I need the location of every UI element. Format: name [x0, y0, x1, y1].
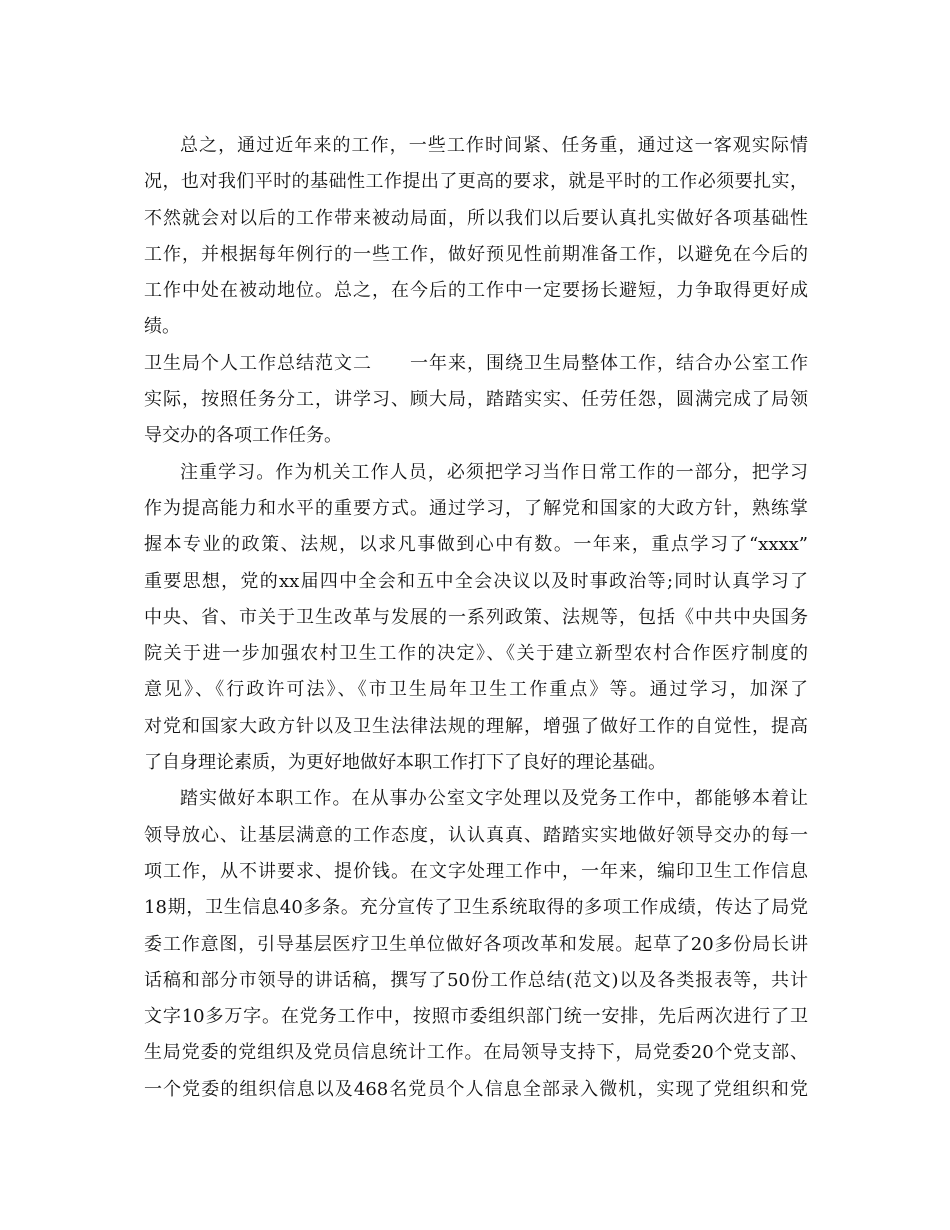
text-line: 领导放心、让基层满意的工作态度，认认真真、踏踏实实地做好领导交办的每一: [144, 824, 808, 846]
text-line: 绩。: [144, 316, 180, 338]
text-line: 注重学习。作为机关工作人员，必须把学习当作日常工作的一部分，把学习: [180, 461, 808, 483]
text-line: 总之，通过近年来的工作，一些工作时间紧、任务重，通过这一客观实际情: [180, 135, 808, 156]
text-line: 导交办的各项工作任务。: [144, 425, 342, 447]
text-line: 一个党委的组织信息以及468名党员个人信息全部录入微机，实现了党组织和党: [144, 1078, 808, 1100]
text-line: 踏实做好本职工作。在从事办公室文字处理以及党务工作中，都能够本着让: [180, 788, 808, 810]
text-line: 况，也对我们平时的基础性工作提出了更高的要求，就是平时的工作必须要扎实，: [144, 171, 808, 193]
text-line: 中央、省、市关于卫生改革与发展的一系列政策、法规等，包括《中共中央国务: [144, 606, 808, 628]
text-line: 工作，并根据每年例行的一些工作，做好预见性前期准备工作，以避免在今后的: [144, 243, 808, 265]
text-line: 了自身理论素质，为更好地做好本职工作打下了良好的理论基础。: [144, 752, 666, 774]
text-line: 文字10多万字。在党务工作中，按照市委组织部门统一安排，先后两次进行了卫: [144, 1006, 808, 1028]
text-line: 不然就会对以后的工作带来被动局面，所以我们以后要认真扎实做好各项基础性: [144, 207, 808, 229]
text-line: 握本专业的政策、法规，以求凡事做到心中有数。一年来，重点学习了“xxxx”: [144, 534, 808, 556]
text-line: 工作中处在被动地位。总之，在今后的工作中一定要扬长避短，力争取得更好成: [144, 280, 808, 302]
text-line: 委工作意图，引导基层医疗卫生单位做好各项改革和发展。起草了20多份局长讲: [144, 933, 808, 955]
text-line: 对党和国家大政方针以及卫生法律法规的理解，增强了做好工作的自觉性，提高: [144, 715, 808, 737]
text-line: 实际，按照任务分工，讲学习、顾大局，踏踏实实、任劳任怨，圆满完成了局领: [144, 389, 808, 411]
text-line: 卫生局个人工作总结范文二 一年来，围绕卫生局整体工作，结合办公室工作: [144, 352, 808, 374]
text-line: 项工作，从不讲要求、提价钱。在文字处理工作中，一年来，编印卫生工作信息: [144, 860, 808, 882]
text-line: 18期，卫生信息40多条。充分宣传了卫生系统取得的多项工作成绩，传达了局党: [144, 897, 808, 919]
text-line: 话稿和部分市领导的讲话稿，撰写了50份工作总结(范文)以及各类报表等，共计: [144, 969, 808, 991]
text-line: 重要思想，党的xx届四中全会和五中全会决议以及时事政治等;同时认真学习了: [144, 570, 808, 592]
text-line: 作为提高能力和水平的重要方式。通过学习，了解党和国家的大政方针，熟练掌: [144, 497, 808, 519]
text-line: 生局党委的党组织及党员信息统计工作。在局领导支持下，局党委20个党支部、: [144, 1042, 808, 1064]
text-line: 意见》、《行政许可法》、《市卫生局年卫生工作重点》等。通过学习，加深了: [144, 679, 808, 701]
document-body: [144, 128, 808, 1108]
text-line: 院关于进一步加强农村卫生工作的决定》、《关于建立新型农村合作医疗制度的: [144, 643, 808, 665]
